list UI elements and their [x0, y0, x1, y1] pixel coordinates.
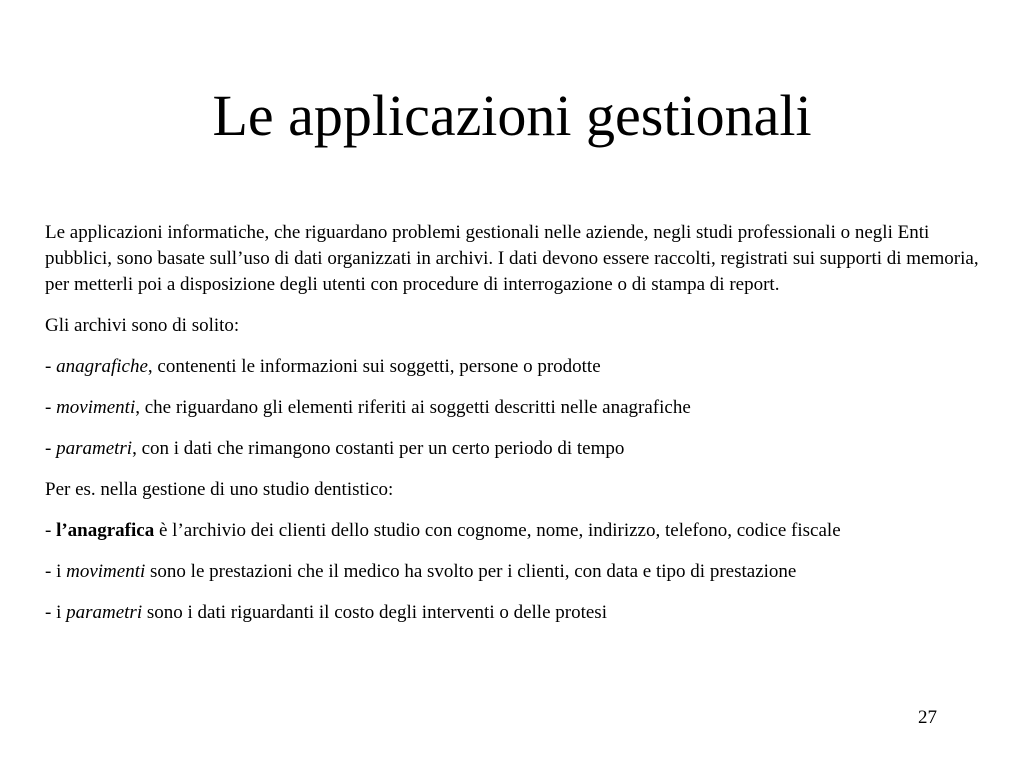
list-prefix: - [45, 520, 57, 541]
page-number: 27 [918, 707, 937, 728]
example-description: sono le prestazioni che il medico ha svolto per i clienti, con data e tipo di prestazione [145, 561, 797, 582]
intro-paragraph: Le applicazioni informatiche, che riguardano problemi gestionali nelle aziende, negli studi professionali o negli Enti pubblici, sono basate sull’uso di dati organizzati in archivi. I dati devono essere raccolti, registrati sui supporti di memoria, per metterli poi a disposizione degli utenti con procedure di interrogazione o di stampa di report. [45, 222, 979, 295]
list-prefix: - i [45, 602, 67, 623]
term-movimenti: movimenti [56, 397, 136, 418]
example-anagrafica [45, 518, 980, 544]
archive-type-description: , che riguardano gli elementi riferiti ai soggetti descritti nelle anagrafiche [135, 397, 691, 418]
example-parametri [45, 600, 980, 626]
example-description: sono i dati riguardanti il costo degli interventi o delle protesi [142, 602, 607, 623]
term-anagrafica: l’anagrafica [56, 520, 155, 541]
term-parametri: parametri [66, 602, 143, 623]
list-prefix: - [45, 356, 57, 377]
archive-type-parametri [45, 436, 980, 462]
term-movimenti: movimenti [66, 561, 146, 582]
term-parametri: parametri [56, 438, 133, 459]
archive-type-movimenti [45, 395, 980, 421]
list-prefix: - [45, 438, 57, 459]
archive-type-description: , con i dati che rimangono costanti per un certo periodo di tempo [132, 438, 625, 459]
example-description: è l’archivio dei clienti dello studio con cognome, nome, indirizzo, telefono, codice fiscale [154, 520, 841, 541]
example-intro: Per es. nella gestione di uno studio dentistico: [45, 479, 394, 500]
archive-type-anagrafiche [45, 354, 980, 380]
example-movimenti [45, 559, 980, 585]
term-anagrafiche: anagrafiche [56, 356, 148, 377]
slide-body [45, 220, 980, 641]
list-prefix: - [45, 397, 57, 418]
archives-intro: Gli archivi sono di solito: [45, 315, 240, 336]
slide-title: Le applicazioni gestionali [212, 83, 812, 148]
archive-type-description: , contenenti le informazioni sui soggetti, persone o prodotte [147, 356, 601, 377]
list-prefix: - i [45, 561, 67, 582]
